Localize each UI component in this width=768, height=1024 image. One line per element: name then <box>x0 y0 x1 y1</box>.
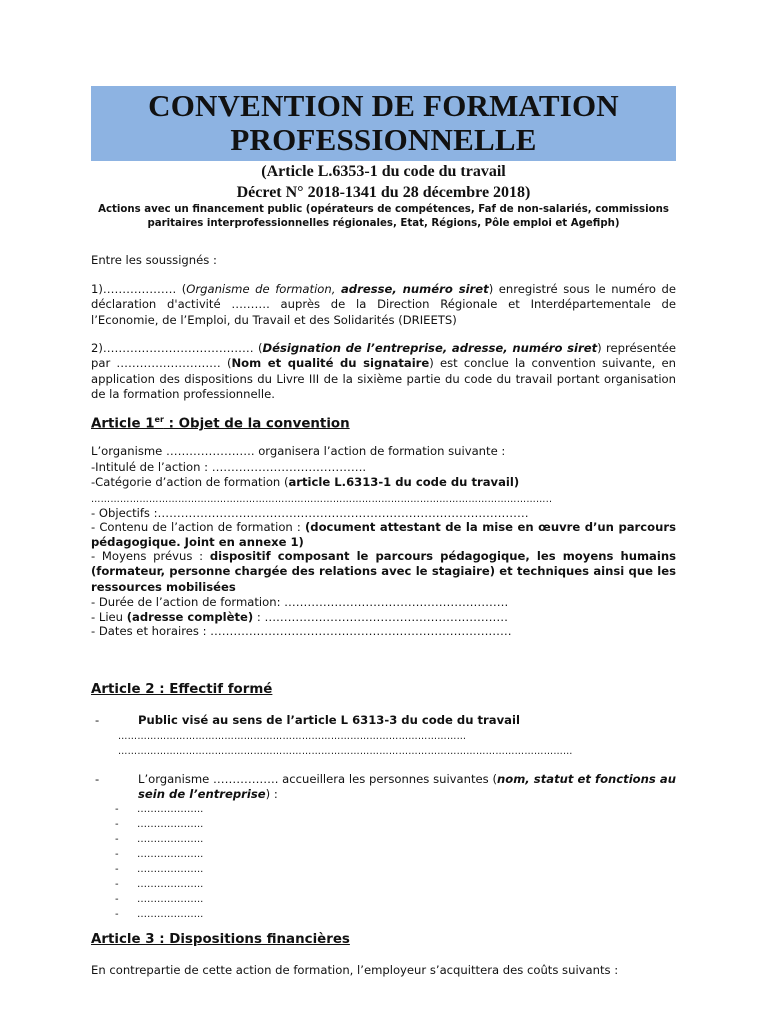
article-2-bullet-2 <box>91 772 676 803</box>
bullet-dash: - <box>95 713 100 727</box>
list-item: - ……………….. <box>115 804 204 815</box>
party-1-rest: ) enregistré sous le numéro de déclaration d'activité ………. auprès de la Direction Régionale et Interdépartementale de l’Economie, de l’Emploi, du Travail et des Solidarités (DRIEETS) <box>91 282 676 327</box>
article-1-categorie-label: -Catégorie d’action de formation ( <box>91 475 289 489</box>
article-2-public-text: Public visé au sens de l’article L 6313-3 du code du travail <box>138 713 520 727</box>
article-1-categorie-bold: article L.6313-1 du code du travail) <box>288 475 520 489</box>
party-2-prefix: 2)………………………………… ( <box>91 341 263 355</box>
article-1-objectifs: - Objectifs :…………………………………………………………………………………… <box>91 506 529 520</box>
article-1-contenu <box>91 520 676 551</box>
article-1-lieu-bold: (adresse complète) <box>126 610 254 624</box>
party-2-paragraph <box>91 341 676 403</box>
party-1-bold-italic: adresse, numéro siret <box>340 282 489 296</box>
person-entry: ……………….. <box>137 864 204 875</box>
article-1-contenu-label: - Contenu de l’action de formation : <box>91 520 305 534</box>
list-item: - ……………….. <box>115 864 204 875</box>
article-3-text: En contrepartie de cette action de formation, l’employeur s’acquittera des coûts suivants : <box>91 963 619 977</box>
funding-note: Actions avec un financement public (opérateurs de compétences, Faf de non-salariés, commissions paritaires interprofessionnelles régionales, Etat, Régions, Pôle emploi et Agefiph) <box>98 204 669 229</box>
article-1-intitule: -Intitulé de l’action : …………………………………. <box>91 460 367 474</box>
person-entry: ……………….. <box>137 909 204 920</box>
legal-reference <box>91 161 676 203</box>
article-1-dates: - Dates et horaires : …………………………………………………………………… <box>91 624 512 638</box>
party-2-bold: Nom et qualité du signataire <box>231 356 430 371</box>
person-entry: ……………….. <box>137 849 204 860</box>
list-item: - ……………….. <box>115 819 204 830</box>
party-1-italic: Organisme de formation, <box>186 282 341 296</box>
intro-text: Entre les soussignés : <box>91 253 217 267</box>
article-1-moyens <box>91 549 676 595</box>
person-entry: ……………….. <box>137 819 204 830</box>
article-1-moyens-bold: dispositif composant le parcours pédagogique, les moyens humains (formateur, personne chargée des relations avec le stagiaire) et techniques ainsi que les ressources mobilisées <box>91 549 676 594</box>
article-1-lieu-post: : ……………………………………………………… <box>253 610 508 624</box>
bullet-dash: - <box>95 772 100 786</box>
article-1-heading <box>91 415 676 431</box>
article-3-heading: Article 3 : Dispositions financières <box>91 932 350 947</box>
article-1-heading-text: Article 1 <box>91 416 155 432</box>
article-1-contenu-bold: (document attestant de la mise en œuvre d’un parcours pédagogique. Joint en annexe 1) <box>91 520 676 550</box>
list-item: - ……………….. <box>115 894 204 905</box>
article-1-lieu-label: - Lieu <box>91 610 127 624</box>
document-page <box>91 86 676 977</box>
party-1-paragraph <box>91 282 676 328</box>
article-1-categorie <box>91 475 676 490</box>
article-2-accueil-post: ) : <box>265 787 278 802</box>
article-1-heading-post: : Objet de la convention <box>163 416 350 432</box>
title-line-2: PROFESSIONNELLE <box>230 122 537 157</box>
document-title <box>91 86 676 161</box>
legal-reference-line-1: (Article L.6353-1 du code du travail <box>261 163 506 180</box>
article-2-accueil-bold-italic: nom, statut et fonctions au sein de l’entreprise <box>138 772 676 802</box>
person-entry: ……………….. <box>137 834 204 845</box>
party-2-bold-italic: Désignation de l’entreprise, adresse, numéro siret <box>262 341 598 355</box>
article-2-public-dots-2: …………………………………………………………………………………………………………………………… <box>118 746 573 757</box>
list-item: - ……………….. <box>115 909 204 920</box>
list-item: - ……………….. <box>115 879 204 890</box>
article-2-accueil-label: L’organisme …………….. accueillera les personnes suivantes ( <box>138 772 497 786</box>
party-2-mid: ) représentée par ……………………… ( <box>91 341 676 371</box>
article-2-public-dots-1: ……………………………………………………………………………………………… <box>118 731 467 742</box>
title-line-1: CONVENTION DE FORMATION <box>148 88 619 123</box>
person-entry: ……………….. <box>137 804 204 815</box>
article-1-moyens-label: - Moyens prévus : <box>91 549 210 563</box>
person-entry: ……………….. <box>137 894 204 905</box>
article-1-heading-sup: er <box>154 415 164 424</box>
article-1-categorie-dots: …………………………………………………………………………………………………………………………….. <box>91 494 553 505</box>
person-list <box>115 802 315 922</box>
list-item: - ……………….. <box>115 849 204 860</box>
article-2-heading: Article 2 : Effectif formé <box>91 682 273 697</box>
list-item: - ……………….. <box>115 834 204 845</box>
article-2-accueil-text <box>91 772 676 803</box>
article-2-bullet-1 <box>91 713 676 728</box>
article-1-duree: - Durée de l’action de formation: …………………………………………………. <box>91 595 509 609</box>
article-1-organisme: L’organisme ………………….. organisera l’action de formation suivante : <box>91 444 506 458</box>
person-entry: ……………….. <box>137 879 204 890</box>
party-2-rest: ) est conclue la convention suivante, en application des dispositions du Livre III de la sixième partie du code du travail portant organisation de la formation professionnelle. <box>91 356 676 402</box>
party-1-prefix: 1)………………. ( <box>91 282 187 296</box>
legal-reference-line-2: Décret N° 2018-1341 du 28 décembre 2018) <box>236 184 531 201</box>
